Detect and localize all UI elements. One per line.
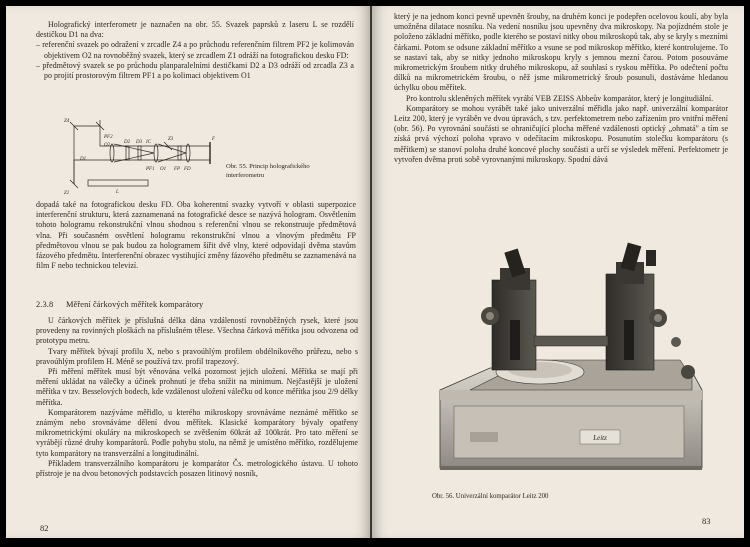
label-o1: O1	[160, 167, 167, 172]
reference-beam-item: – referenční svazek po odražení v zrcadle Z4 a po průchodu referenčním filtrem PF2 je kolimován objektivem O2 na rovnoběžný svazek, který se zrcadlem Z1 odráží na fotografickou desku FD:	[36, 40, 354, 60]
left-mid-text	[36, 200, 356, 271]
label-l: L	[116, 190, 119, 195]
label-d1: D1	[80, 157, 87, 162]
label-z3: Z3	[168, 137, 174, 142]
right-page	[372, 6, 744, 538]
plate-d3	[138, 146, 141, 160]
label-ic: IC	[146, 140, 151, 145]
objective-o2	[110, 144, 114, 162]
figure-56-caption: Obr. 56. Univerzální komparátor Leitz 200	[432, 493, 549, 500]
plate-d2	[126, 146, 129, 160]
left-page-number: 82	[40, 523, 49, 533]
body-paragraph: Pro kontrolu skleněných měřítek vyrábí VEB ZEISS Abbeův komparátor, který je longitudiální.	[406, 93, 714, 103]
brand-label: Leitz	[593, 434, 607, 442]
label-z1: Z1	[64, 191, 70, 196]
body-paragraph: Komparátory se mohou vyrábět také jako univerzální měřidla jako např. univerzální komparátor Leitz 200, který je vyráběn ve dvou úpravách, s tzv. perfektometrem nebo zařízením pro vnitřní měření (obr. 56). Po vyrovnání součásti se ohraničující plocha měřené vzdálenosti optický „ohmatá" a tím se získá prvá výchozí poloha vpravo v odečítacím mikroskopu. Posunutím stolečku komparátoru (s měřítkem) se stanoví poloha druhé koncové plochy součásti a určí se výsledek měření. Perfektometr je vytvořen dvěma proti sobě vyrovnanými mikroskopy. Spodní dává	[394, 103, 728, 164]
left-page	[6, 6, 370, 538]
hologram-paragraph: dopadá také na fotografickou desku FD. Oba koherentní svazky vytvoří v oblasti superpozice interferenční strukturu, která zaznamenaná na fotografické desce se nazývá hologram. Osvětlením tohoto hologramu rekonstrukční vlnou shodnou s referenční vlnou se rekonstruuje předmětová vlna. Při současném osvětlení hologramu rekonstrukční vlnou a vlnovým předmětu FP předmětovou vlnou se pak budou za hologramem šířit dvě vlny, které odpovídají dvěma stavům fázového předmětu. Interferenční obrazec vystihující změny fázového předmětu se zaznamenává na film F nebo technickou televizí.	[36, 200, 356, 271]
object-beam-path	[74, 160, 210, 184]
label-pf2: PF2	[104, 135, 113, 140]
comparator-photo	[430, 240, 712, 480]
holographic-interferometer-diagram	[60, 116, 220, 196]
label-fd: FD	[184, 167, 191, 172]
left-top-text	[36, 20, 354, 81]
figure-55-caption: Obr. 55. Princip holografického interferometru	[226, 163, 310, 179]
body-paragraph: Komparátorem nazýváme měřidlo, u kterého mikroskopy srovnáváme neznámé měřítko se známým nebo srovnáváme dělení dvou měřítek. Klasické komparátory bývaly opatřeny mikrometrickými okuláry na mikroskopech se zvětšením 60krát až 100krát. Pro tato měření se vyrábějí různé druhy komparátorů. Podle pohybu stolu, na němž je umístěno měřítko, rozdělujeme tyto komparátory na transverzální a longitudinální.	[36, 407, 358, 458]
body-paragraph: Při měření měřítek musí být věnována velká pozornost jejich uložení. Měřítka se mají při měření ukládat na válečky a účinek prohnutí je třeba snížit na minimum. Nejčastější je uložení měřítka v tzv. Besselových bodech, kde vzdálenost uložení válečku od konce měřítka jsou 2/9 délky měřítka.	[36, 367, 358, 407]
label-o2: O2	[104, 143, 111, 148]
left-bottom-text	[36, 316, 358, 479]
phase-object-fp	[178, 146, 181, 160]
intro-paragraph: Holografický interferometr je naznačen na obr. 55. Svazek paprsků z laseru L se rozdělí destičkou D1 na dva:	[36, 20, 354, 40]
section-heading	[36, 300, 356, 309]
laser-body	[88, 180, 148, 186]
reference-beam-path	[74, 126, 210, 184]
body-paragraph: U čárkových měřítek je příslušná délka dána vzdáleností rovnoběžných rysek, které jsou provedeny na rovinných ploškách na příslušném tělese. Všechna čárková měřítka jsou odvozena od prototypu metru.	[36, 316, 358, 346]
label-f: F	[212, 137, 216, 142]
section-title: Měření čárkových měřítek komparátory	[66, 300, 204, 309]
label-pf1: PF1	[146, 167, 155, 172]
label-fp: FP	[174, 167, 181, 172]
right-page-number: 83	[702, 516, 711, 526]
section-number: 2.3.8	[36, 300, 54, 309]
body-paragraph: Tvary měřítek bývají profilu X, nebo s pravoúhlým profilem obdélníkového průřezu, nebo s pravoúhlým profilem H. Méně se používá tzv. profil trapezový.	[36, 346, 358, 366]
objective-o1	[154, 144, 158, 162]
label-d2: D2	[124, 140, 131, 145]
label-z4: Z4	[64, 119, 70, 124]
body-paragraph: Příkladem transverzálního komparátoru je komparátor Čs. metrologického ústavu. U tohoto přístroje je na dvou betonových podstavcích posazen litinový nosník,	[36, 458, 358, 479]
label-d3: D3	[136, 140, 143, 145]
right-top-text	[394, 12, 728, 165]
object-beam-item: – předmětový svazek se po průchodu planparalelními destičkami D2 a D3 odráží od zrcadla Z3 a po projití prostorovým filtrem PF1 a po kolimaci objektivem O1	[36, 60, 354, 81]
body-paragraph: který je na jednom konci pevně upevněn šrouby, na druhém konci je podepřen ocelovou koulí, aby byla umožněna dilatace nosníku. Na vedení nosníku jsou upevněny dva mikroskopy. Na pojízdném stole je položeno základní měřítko, podle kterého se postaví nitky obou mikroskopů tak, aby se kryly s mezními čárkami. Potom se odsune základní měřítko a vsune se pod mikroskop měřítko, které kontrolujeme. To se nastaví tak, aby se nitky jednoho mikroskopu kryly s jemnou mezní čarou. Potom posouváme mikrometrickým šroubem nitky druhého mikroskopu, až souhlasí s ryskou měřítka. Po odečtení počtu dílků na mikrometrickém šroubu, o něž jsme mikrometrický šroub posunuli, dostáváme hledanou úchylku obou měřítek.	[394, 12, 728, 93]
